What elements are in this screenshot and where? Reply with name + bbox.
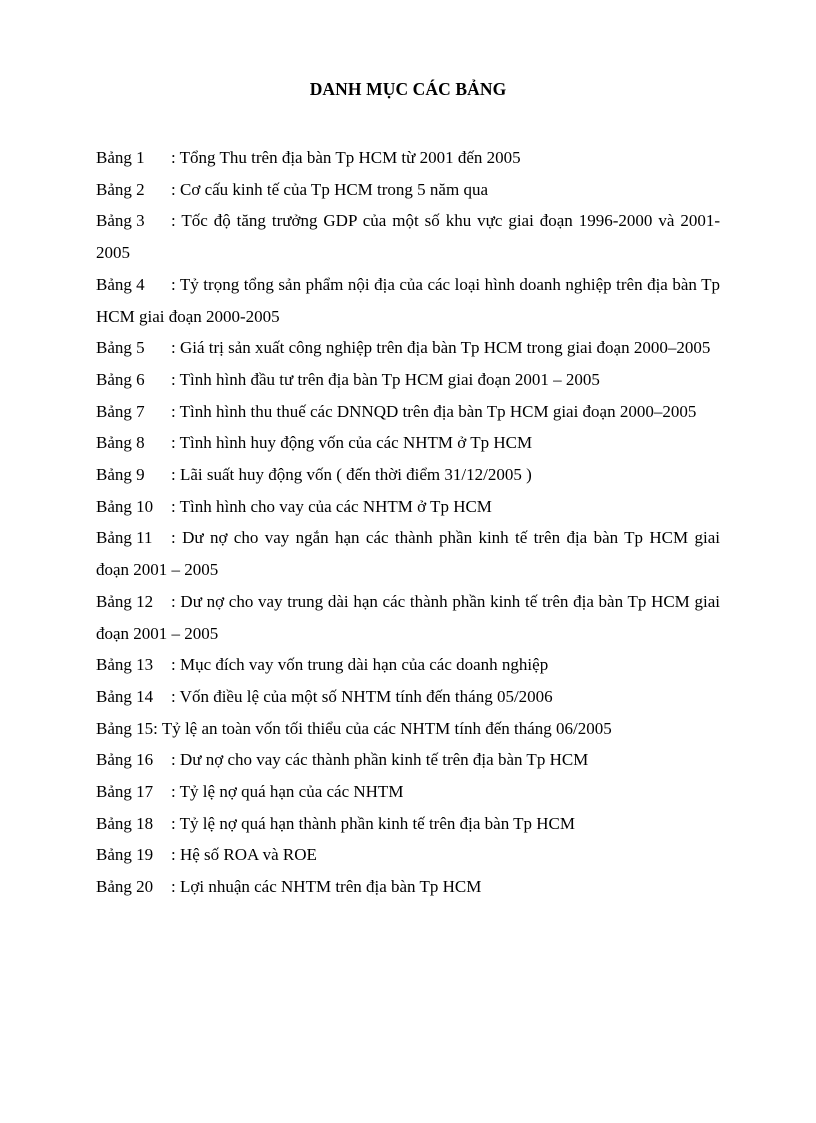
table-entry-label: Bảng 9 — [96, 465, 145, 485]
table-entry-label: Bảng 10 — [96, 496, 154, 516]
table-entry — [96, 396, 720, 428]
table-entry-title: Dư nợ cho vay ngắn hạn các thành phần kinh tế trên địa bàn Tp HCM giai đoạn 2001 – 2005 — [96, 528, 720, 580]
table-entry — [96, 269, 720, 332]
table-entry — [96, 586, 720, 649]
table-entry — [96, 871, 720, 903]
table-entry-separator: : — [171, 655, 180, 675]
table-entry — [96, 839, 720, 871]
table-entry-separator: : — [171, 845, 180, 865]
table-entry-label: Bảng 6 — [96, 369, 145, 389]
table-entry — [96, 649, 720, 681]
table-entry-separator: : — [171, 750, 180, 770]
table-entry — [96, 174, 720, 206]
table-entry-title: Tỷ lệ nợ quá hạn của các NHTM — [179, 782, 404, 802]
table-entry-separator: : — [171, 179, 180, 199]
table-entry-title: Tổng Thu trên địa bàn Tp HCM từ 2001 đến 2005 — [179, 148, 521, 167]
table-entry-title: Lợi nhuận các NHTM trên địa bàn Tp HCM — [179, 877, 482, 897]
table-entry-separator: : — [171, 465, 180, 485]
table-entry-separator: : — [153, 718, 162, 738]
table-entry-title: Tình hình đầu tư trên địa bàn Tp HCM giai đoạn 2001 – 2005 — [179, 369, 600, 389]
table-entry-title: Tỷ trọng tổng sản phẩm nội địa của các loại hình doanh nghiệp trên địa bàn Tp HCM giai đoạn 2000-2005 — [96, 274, 720, 326]
table-entry-title: Cơ cấu kinh tế của Tp HCM trong 5 năm qua — [179, 179, 488, 199]
table-entry — [96, 713, 720, 745]
table-entry-label: Bảng 4 — [96, 274, 145, 294]
table-entry-separator: : — [171, 401, 180, 421]
table-entry-title: Giá trị sản xuất công nghiệp trên địa bàn Tp HCM trong giai đoạn 2000–2005 — [179, 338, 711, 358]
table-entry-label: Bảng 14 — [96, 686, 154, 706]
table-of-tables-list — [96, 142, 720, 903]
table-entry — [96, 427, 720, 459]
table-entry — [96, 681, 720, 713]
table-entry-title: Tỷ lệ nợ quá hạn thành phần kinh tế trên địa bàn Tp HCM — [179, 813, 576, 833]
table-entry-separator: : — [171, 877, 180, 897]
table-entry-title: Vốn điều lệ của một số NHTM tính đến tháng 05/2006 — [179, 686, 553, 706]
table-entry-label: Bảng 5 — [96, 338, 145, 358]
table-entry-label: Bảng 15 — [96, 718, 154, 738]
table-entry-label: Bảng 17 — [96, 782, 154, 802]
table-entry-label: Bảng 2 — [96, 179, 145, 199]
page-title: DANH MỤC CÁC BẢNG — [309, 79, 507, 99]
table-entry-label: Bảng 3 — [96, 211, 145, 231]
table-entry-separator: : — [171, 274, 180, 294]
table-entry-title: Tình hình thu thuế các DNNQD trên địa bàn Tp HCM giai đoạn 2000–2005 — [179, 401, 697, 421]
table-entry-label: Bảng 19 — [96, 845, 154, 865]
table-entry-title: Lãi suất huy động vốn ( đến thời điểm 31/12/2005 ) — [179, 465, 532, 485]
table-entry-title: Tình hình huy động vốn của các NHTM ở Tp HCM — [179, 433, 533, 453]
table-entry — [96, 364, 720, 396]
table-entry-label: Bảng 18 — [96, 813, 154, 833]
table-entry-separator: : — [171, 782, 180, 802]
table-entry-separator: : — [171, 528, 183, 548]
table-entry-separator: : — [171, 591, 181, 611]
table-entry-label: Bảng 8 — [96, 433, 145, 453]
table-entry-title: Dư nợ cho vay các thành phần kinh tế trên địa bàn Tp HCM — [179, 750, 589, 770]
table-entry-label: Bảng 11 — [96, 528, 153, 548]
table-entry — [96, 332, 720, 364]
table-entry — [96, 459, 720, 491]
table-entry-separator: : — [171, 496, 180, 516]
table-entry-separator: : — [171, 211, 182, 231]
table-entry-separator: : — [171, 433, 180, 453]
table-entry-separator: : — [171, 369, 180, 389]
table-entry-label: Bảng 7 — [96, 401, 145, 421]
table-entry-label: Bảng 1 — [96, 148, 145, 167]
table-entry — [96, 205, 720, 268]
table-entry-label: Bảng 16 — [96, 750, 154, 770]
table-entry-title: Tình hình cho vay của các NHTM ở Tp HCM — [179, 496, 492, 516]
table-entry-label: Bảng 13 — [96, 655, 154, 675]
table-entry — [96, 142, 720, 174]
table-entry-separator: : — [171, 338, 180, 358]
table-entry-separator: : — [171, 148, 180, 167]
table-entry-separator: : — [171, 813, 180, 833]
table-entry — [96, 776, 720, 808]
table-entry-separator: : — [171, 686, 180, 706]
table-entry-title: Tỷ lệ an toàn vốn tối thiểu của các NHTM tính đến tháng 06/2005 — [161, 718, 612, 738]
table-entry-label: Bảng 20 — [96, 877, 154, 897]
table-entry — [96, 491, 720, 523]
table-entry-title: Tốc độ tăng trưởng GDP của một số khu vực giai đoạn 1996-2000 và 2001-2005 — [96, 211, 720, 263]
table-entry-title: Mục đích vay vốn trung dài hạn của các doanh nghiệp — [179, 655, 549, 675]
table-entry — [96, 522, 720, 585]
table-entry-label: Bảng 12 — [96, 591, 154, 611]
table-entry — [96, 808, 720, 840]
table-entry-title: Hệ số ROA và ROE — [179, 845, 317, 865]
table-entry-title: Dư nợ cho vay trung dài hạn các thành phần kinh tế trên địa bàn Tp HCM giai đoạn 2001 – 2005 — [96, 591, 720, 643]
table-entry — [96, 744, 720, 776]
